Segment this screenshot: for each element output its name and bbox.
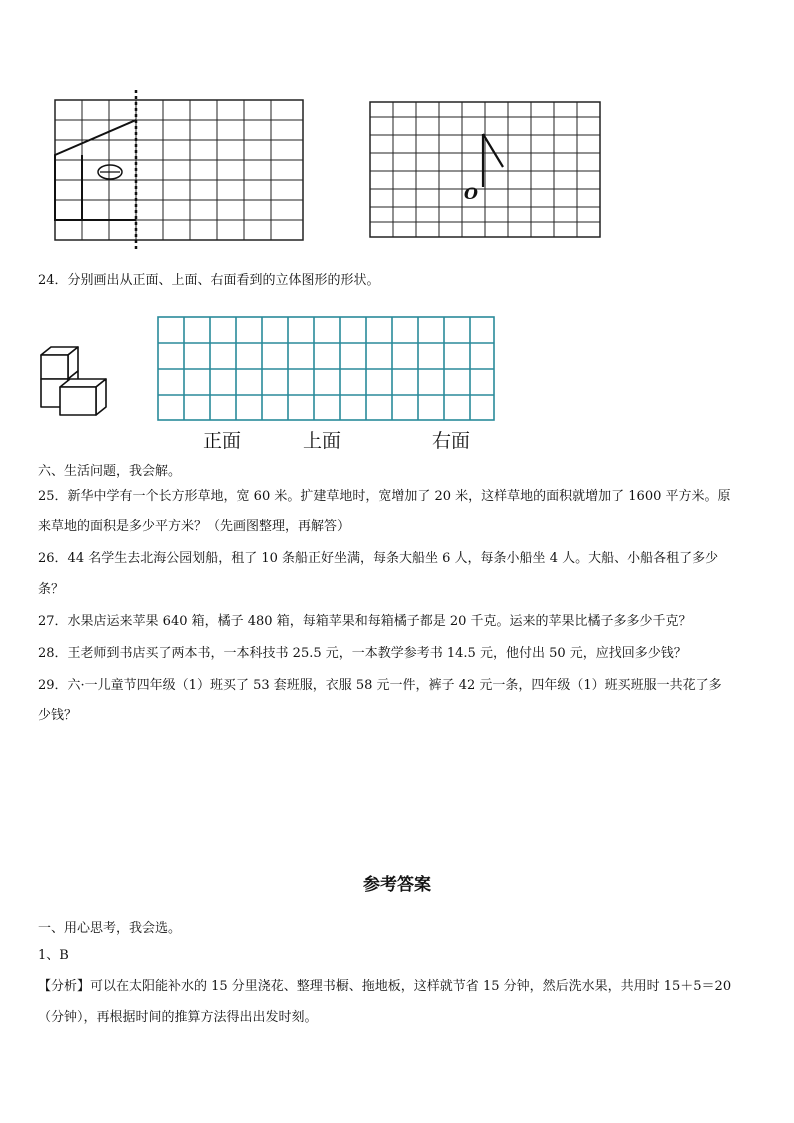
answers-section-1: 一、用心思考，我会选。 [38, 921, 182, 936]
answer-item-1: 1、B [38, 948, 69, 963]
rotation-grid-figure [365, 97, 605, 242]
question-26-line1: 26．44 名学生去北海公园划船，租了 10 条船正好坐满，每条大船坐 6 人，每条小船坐 4 人。大船、小船各租了多少 [38, 551, 719, 566]
question-29-line1: 29．六·一儿童节四年级（1）班买了 53 套班服，衣服 58 元一件，裤子 42 元一条，四年级（1）班买班服一共花了多 [38, 678, 722, 693]
analysis-line1: 【分析】可以在太阳能补水的 15 分里浇花、整理书橱、拖地板，这样就节省 15 分钟，然后洗水果，共用时 15＋5＝20 [38, 979, 732, 994]
cube-stack-figure [38, 345, 113, 415]
answers-title: 参考答案 [363, 875, 431, 895]
question-29-line2: 少钱？ [38, 708, 78, 723]
front-view-label: 正面 [203, 430, 242, 452]
point-o-label: O [464, 184, 478, 203]
question-27: 27．水果店运来苹果 640 箱，橘子 480 箱，每箱苹果和每箱橘子都是 20 千克。运来的苹果比橘子多多少千克？ [38, 614, 692, 629]
question-25-line2: 来草地的面积是多少平方米？（先画图整理，再解答） [38, 519, 351, 534]
analysis-line2: （分钟），再根据时间的推算方法得出出发时刻。 [38, 1010, 318, 1025]
question-25-line1: 25．新华中学有一个长方形草地，宽 60 米。扩建草地时，宽增加了 20 米，这样草地的面积就增加了 1600 平方米。原 [38, 489, 731, 504]
section-6-title: 六、生活问题，我会解。 [38, 464, 182, 479]
top-view-label: 上面 [303, 430, 342, 452]
question-24: 24．分别画出从正面、上面、右面看到的立体图形的形状。 [38, 273, 380, 288]
question-28: 28．王老师到书店买了两本书，一本科技书 25.5 元，一本教学参考书 14.5 元，他付出 50 元，应找回多少钱？ [38, 646, 687, 661]
symmetry-grid-figure [50, 90, 310, 250]
view-drawing-grid [157, 316, 497, 422]
question-26-line2: 条？ [38, 582, 65, 597]
right-view-label: 右面 [432, 430, 471, 452]
